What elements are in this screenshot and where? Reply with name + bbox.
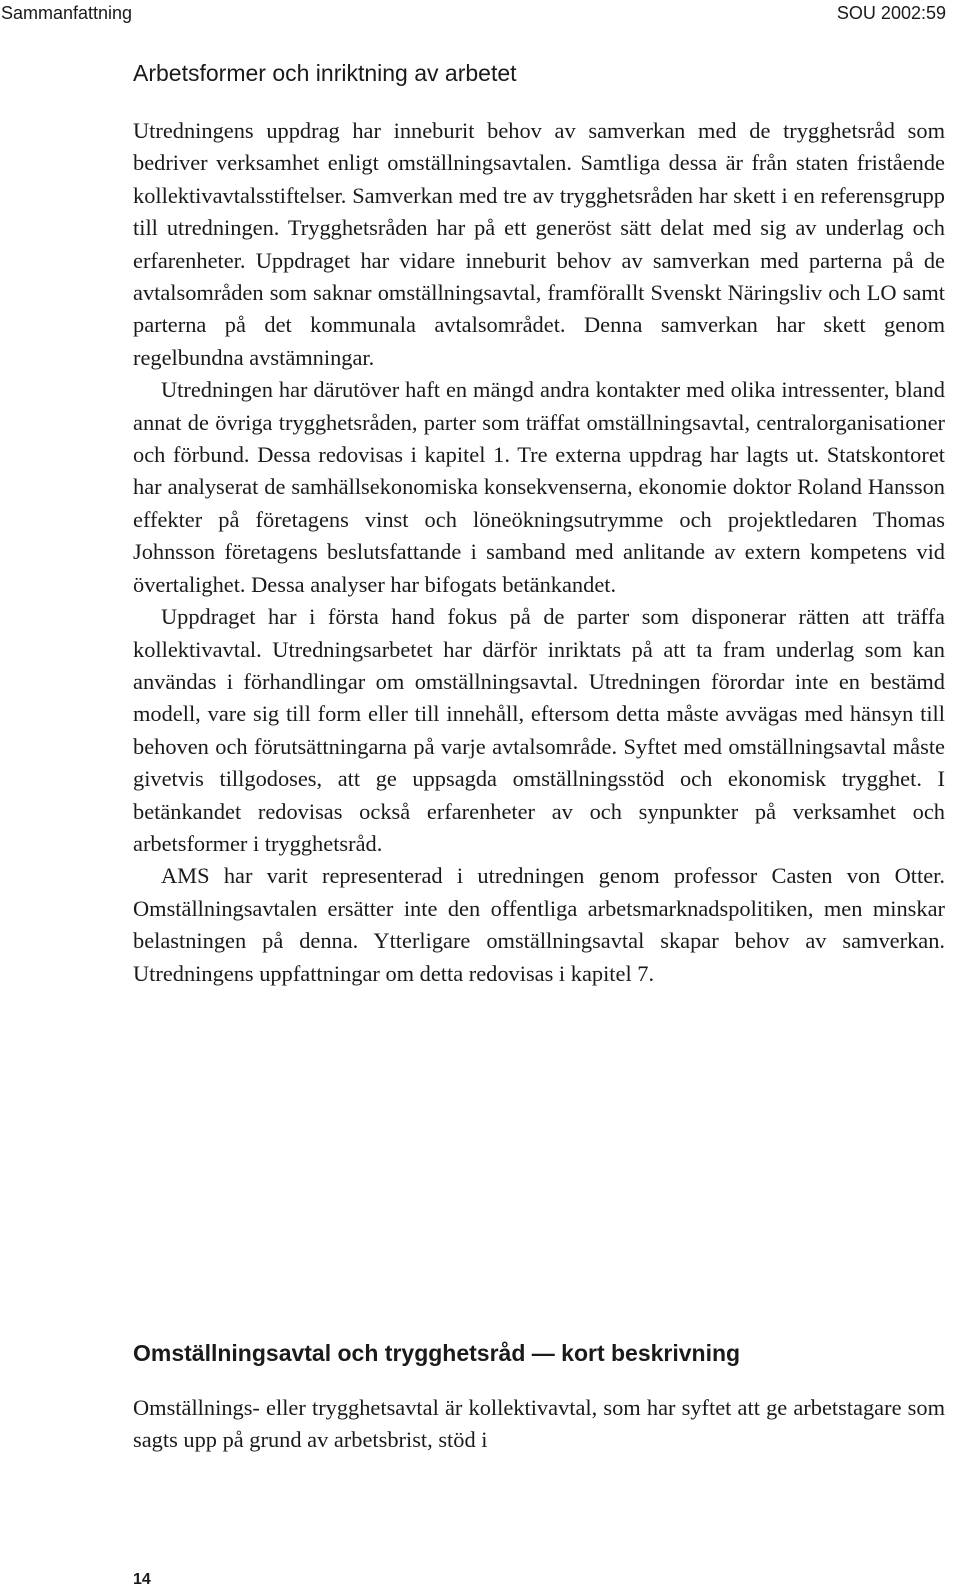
section-heading-working-methods: Arbetsformer och inriktning av arbetet bbox=[133, 60, 517, 86]
page-number: 14 bbox=[133, 1571, 151, 1588]
paragraph: AMS har varit representerad i utredningen genom professor Casten von Otter. Omställningsavtalen ersätter inte den offentliga arbetsmarknadspolitiken, men minskar belastningen på denna. Ytterligare omställningsavtal skapar behov av samverkan. Utredningens uppfattningar om detta redovisas i kapitel 7. bbox=[133, 863, 945, 986]
header-section-title: Sammanfattning bbox=[1, 3, 133, 23]
paragraph: Omställnings- eller trygghetsavtal är kollektivavtal, som har syftet att ge arbetstagare som sagts upp på grund av arbetsbrist, stöd i bbox=[133, 1395, 945, 1453]
section-body-agreements bbox=[133, 1392, 945, 1457]
section-heading-agreements: Omställningsavtal och trygghetsråd — kort beskrivning bbox=[133, 1340, 741, 1366]
paragraph: Utredningens uppdrag har inneburit behov av samverkan med de trygghetsråd som bedriver verksamhet enligt omställningsavtalen. Samtliga dessa är från staten fristående kollektivavtalsstiftelser. Samverkan med tre av trygghetsråden har skett i en referensgrupp till utredningen. Trygghetsråden har på ett generöst sätt delat med sig av underlag och erfarenheter. Uppdraget har vidare inneburit behov av samverkan med parterna på de avtalsområden som saknar omställningsavtal, framförallt Svenskt Näringsliv och LO samt parterna på det kommunala avtalsområdet. Denna samverkan har skett genom regelbundna avstämningar. bbox=[133, 118, 945, 370]
paragraph: Uppdraget har i första hand fokus på de parter som disponerar rätten att träffa kollektivavtal. Utredningsarbetet har därför inriktats på att ta fram underlag som kan användas i förhandlingar om omställningsavtal. Utredningen förordar inte en bestämd modell, vare sig till form eller till innehåll, eftersom detta måste avvägas med hänsyn till behoven och förutsättningarna på varje avtalsområde. Syftet med omställningsavtal måste givetvis tillgodoses, att ge uppsagda omställningsstöd och ekonomisk trygghet. I betänkandet redovisas också erfarenheter av och synpunkter på verksamhet och arbetsformer i trygghetsråd. bbox=[133, 604, 945, 856]
section-body-working-methods bbox=[133, 115, 945, 990]
paragraph: Utredningen har därutöver haft en mängd andra kontakter med olika intressenter, bland annat de övriga trygghetsråden, parter som träffat omställningsavtal, centralorganisationer och förbund. Dessa redovisas i kapitel 1. Tre externa uppdrag har lagts ut. Statskontoret har analyserat de samhällsekonomiska konsekvenserna, ekonomie doktor Roland Hansson effekter på företagens vinst och löneökningsutrymme och projektledaren Thomas Johnsson företagens beslutsfattande i samband med anlitande av extern kompetens vid övertalighet. Dessa analyser har bifogats betänkandet. bbox=[133, 377, 945, 597]
header-report-id: SOU 2002:59 bbox=[836, 3, 946, 23]
running-header bbox=[0, 0, 960, 26]
